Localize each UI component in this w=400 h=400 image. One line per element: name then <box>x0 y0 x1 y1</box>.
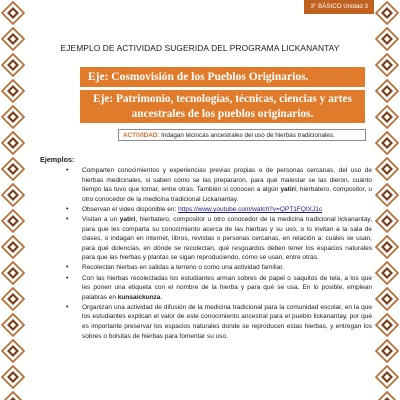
examples-heading: Ejemplos: <box>40 155 75 164</box>
decorative-border-left <box>0 0 26 400</box>
video-link[interactable]: https://www.youtube.com/watch?v=QPT1FQtXJ1c <box>178 205 323 213</box>
eje-patrimonio-line1: Eje: Patrimonio, tecnologías, técnicas, ciencias y artes <box>93 93 352 105</box>
example-1-term: yatiri <box>280 186 296 194</box>
eje-patrimonio-line2: ancestrales de los pueblos originarios. <box>131 107 314 120</box>
example-item-1 <box>40 166 372 204</box>
bullet-icon: • <box>66 264 69 272</box>
example-5-text: Con las hierbas recolectadas los estudiantes arman sobres de papel o saquitos de tela, a los que les ponen una etiqueta con el nombre de la hierba y para qué se usa. En lo posible, emplean palabras en <box>82 274 372 301</box>
examples-list <box>40 166 372 342</box>
example-item-6 <box>40 303 372 341</box>
document-title: EJEMPLO DE ACTIVIDAD SUGERIDA DEL PROGRAMA LICKANANTAY <box>60 43 340 53</box>
bullet-icon: • <box>66 205 69 213</box>
grade-badge: 3° BÁSICO Unidad 3 <box>304 0 374 14</box>
example-1-text-end: , hierbatero, compositor, u otro conocedor de la medicina tradicional Lickanantay. <box>82 186 372 203</box>
example-item-2 <box>40 205 372 215</box>
example-6-text: Organizan una actividad de difusión de la medicina tradicional para la comunidad escolar, en la que los estudiantes explican el valor de este conocimiento ancestral para el pueblo lickanantay, por qué es importante preservar los espacios naturales donde se reproducen estas hierbas, y entregan los sobres o bolsitas de hierbas para fomentar su uso. <box>82 303 372 340</box>
example-1-text: Comparten conocimientos y experiencias previas propias o de personas cercanas, del uso de hierbas medicinales, si saben cómo se las prepararon, para qué malestar se las dieron, cuánto tiempo las tuvo que tomar, entre otras. También si conocen a algún <box>82 167 372 194</box>
example-3-term: yatiri <box>119 215 136 223</box>
eje-cosmovision-banner: Eje: Cosmovisión de los Pueblos Originarios. <box>80 67 365 87</box>
example-2-text: Observan el video disponible en: <box>82 205 179 213</box>
activity-text: Indagan técnicas ancestrales del uso de hierbas tradicionales. <box>159 132 335 139</box>
example-4-text: Recolectan hierbas en salidas a terreno o como una actividad familiar. <box>82 264 284 272</box>
activity-box <box>118 129 366 141</box>
activity-label: ACTIVIDAD: <box>123 132 160 139</box>
bullet-icon: • <box>66 274 69 282</box>
example-item-5 <box>40 274 372 303</box>
bullet-icon: • <box>66 303 69 311</box>
example-3-text-end: , hierbatero, compositor u otro conocedor de la medicina tradicional lickanantay, para que les comparta su conocimiento acerca de las hierbas y su uso, o lo invitan a la sala de clases, o indagan en internet, libros, revistas o personas cercanas, en relación a: cuáles se usan, para qué dolencias, en dónde se recolectan, qué resguardos deben tener los espacios naturales para que las hierbas y plantas se sigan reproduciendo, cómo se usan, entre otras. <box>82 215 373 262</box>
bullet-icon: • <box>66 167 69 174</box>
eje-patrimonio-banner <box>80 90 365 123</box>
example-item-4 <box>40 263 372 273</box>
bullet-icon: • <box>66 215 69 223</box>
example-item-3 <box>40 215 372 263</box>
example-5-text-end: . <box>160 293 163 301</box>
decorative-border-right <box>374 0 400 400</box>
example-3-text: Visitan a un <box>82 215 120 223</box>
example-5-term: kunsa/ckunza <box>117 293 161 301</box>
